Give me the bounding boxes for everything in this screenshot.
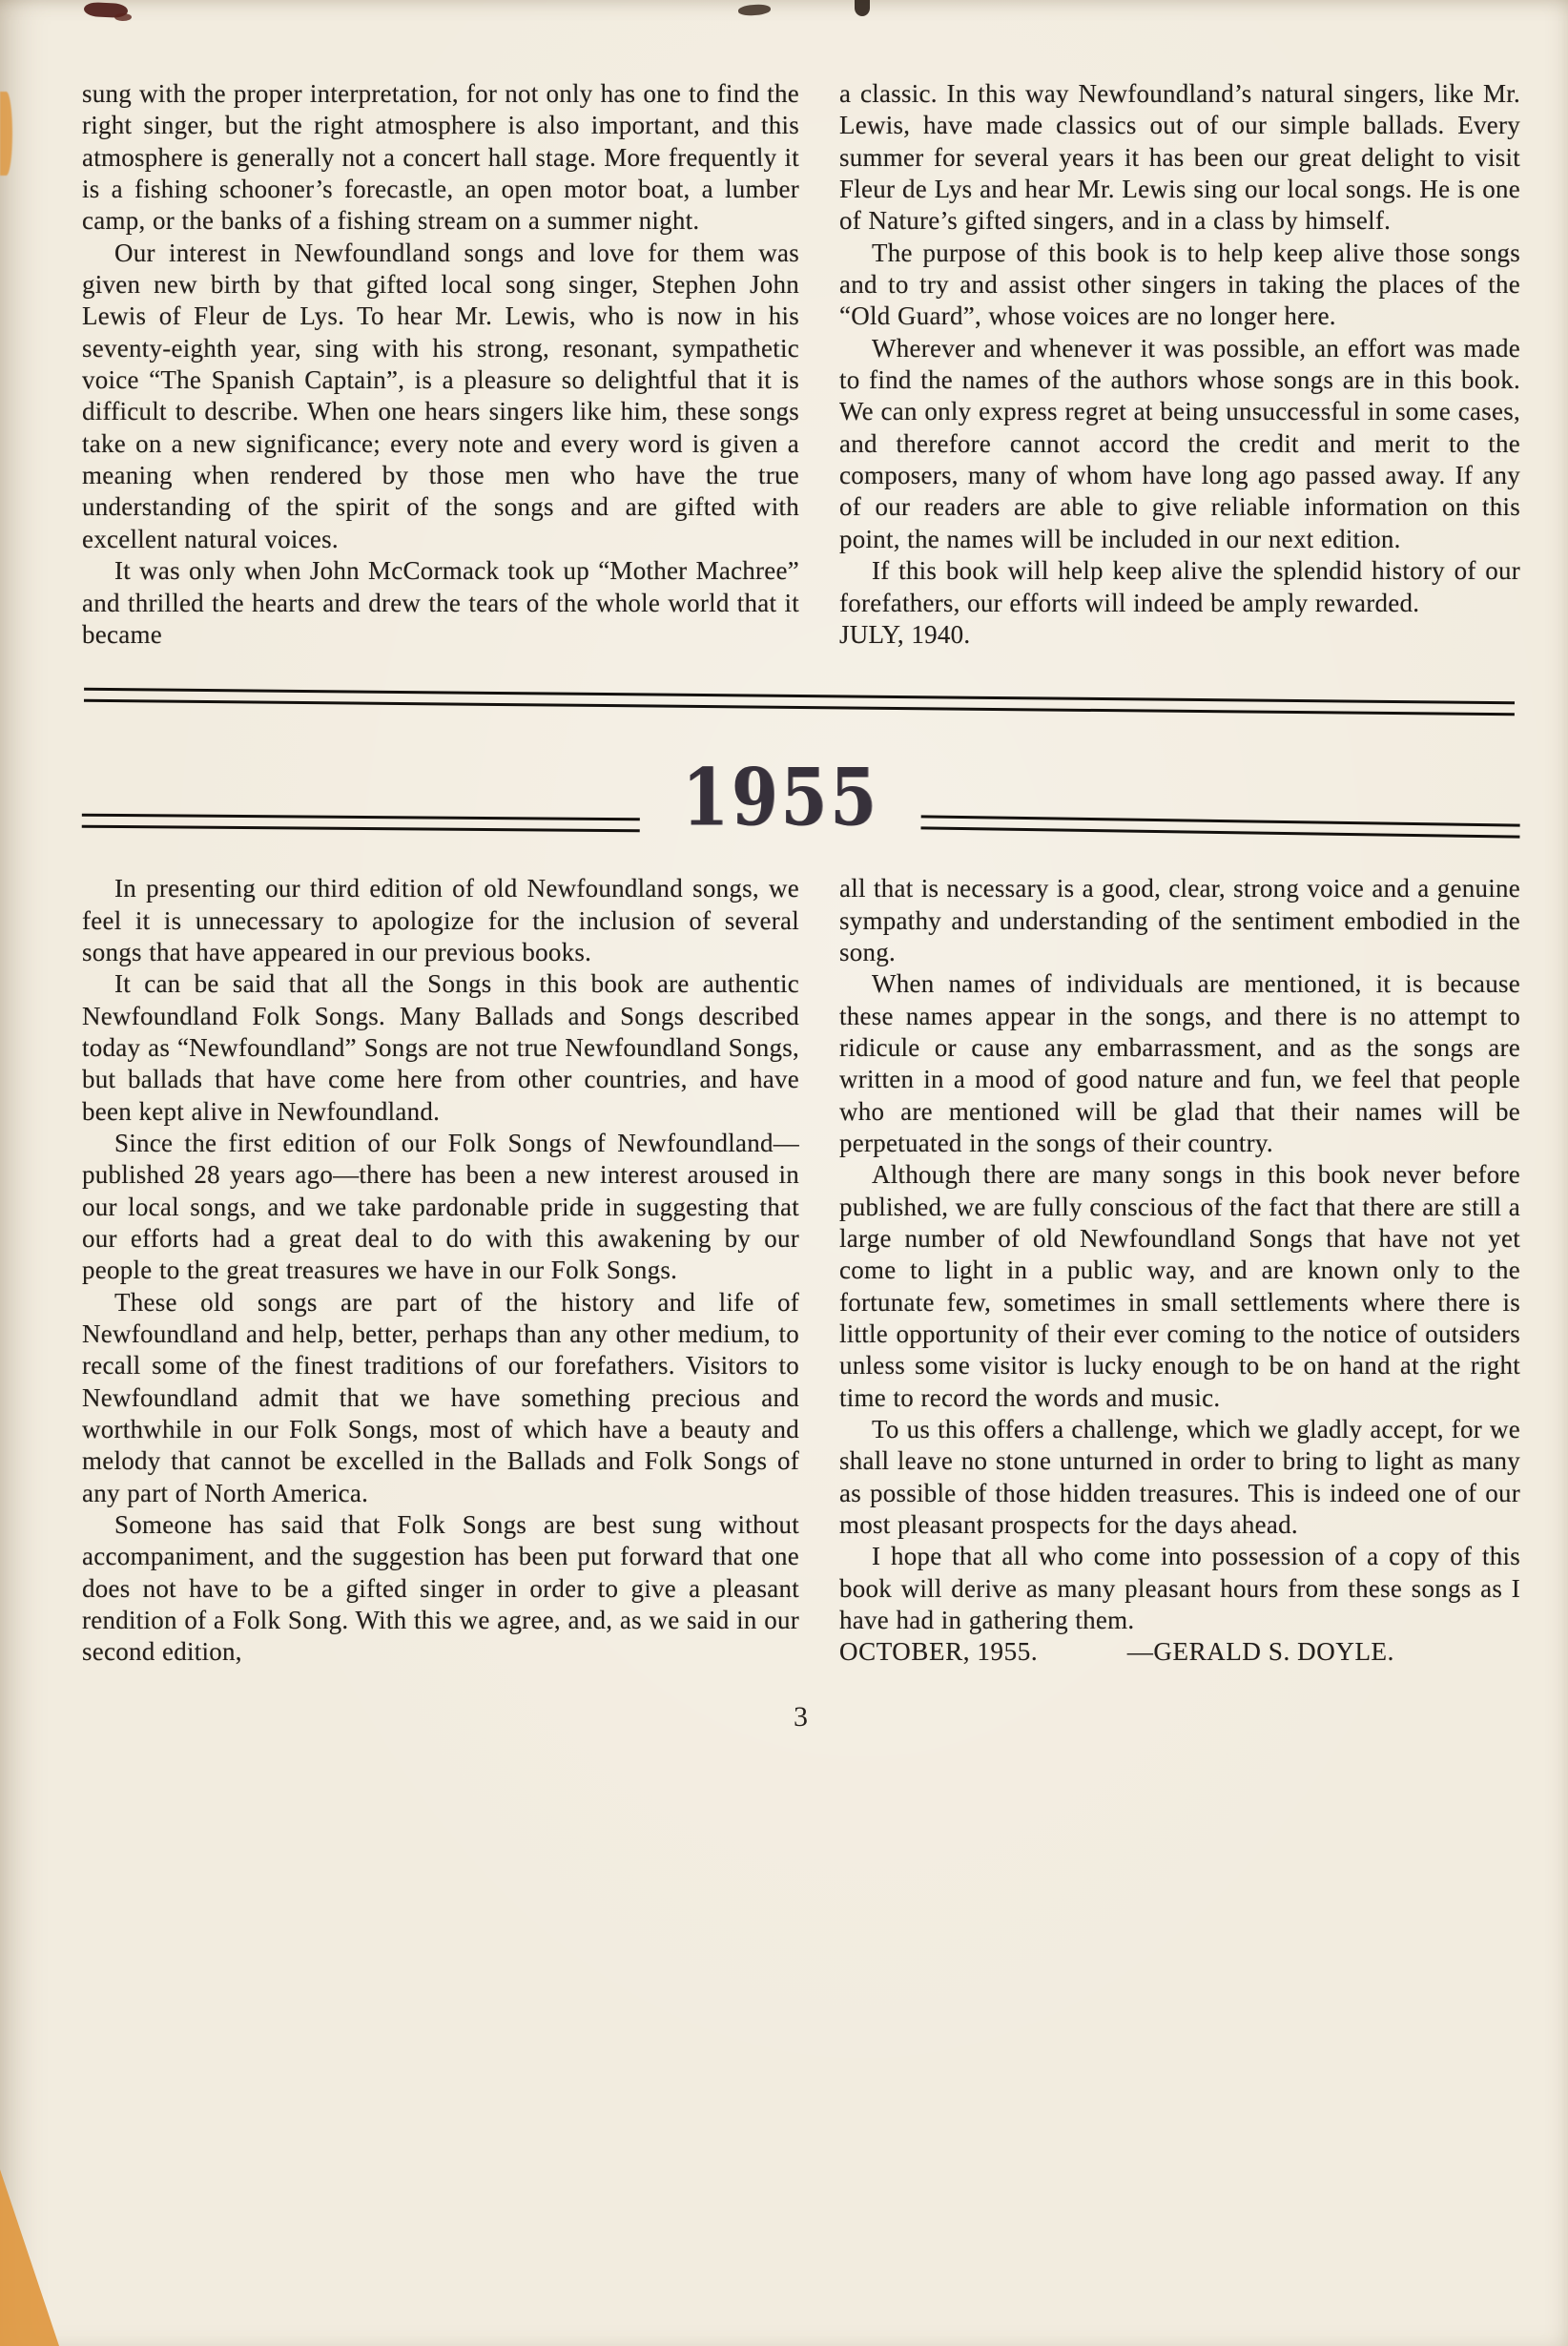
column-1940-right (839, 78, 1520, 651)
paragraph: sung with the proper interpretation, for not only has one to find the right singer, but the right atmosphere is also important, and this atmosphere is generally not a concert hall stage. More frequently it is a fishing schooner’s forecastle, an open motor boat, a lumber camp, or the banks of a fishing stream on a summer night. (82, 79, 799, 236)
signature-row (839, 1636, 1520, 1668)
page-number: 3 (794, 1700, 809, 1733)
paragraph: When names of individuals are mentioned, it is because these names appear in the songs, and there is no attempt to ridicule or cause any embarrassment, and as the songs are written in a mood of good nature and fun, we feel that people who are mentioned will be glad that their names will be perpetuated in the songs of their country. (839, 969, 1520, 1157)
paragraph: Since the first edition of our Folk Songs of Newfoundland—published 28 years ago—there has been a new interest aroused in our local songs, and we take pardonable pride in suggesting that our efforts had a great deal to do with this awakening by our people to the great treasures we have in our Folk Songs. (82, 1128, 799, 1285)
paragraph: I hope that all who come into possession of a copy of this book will derive as many pleasant hours from these songs as I have had in gathering them. (839, 1542, 1520, 1635)
column-1940-left (82, 78, 799, 651)
column-1955-right (839, 873, 1520, 1669)
section-1955 (82, 873, 1520, 1669)
paragraph: It can be said that all the Songs in this book are authentic Newfoundland Folk Songs. Many Ballads and Songs described today as “Newfoundland” Songs are not true Newfoundland Songs, but ballads that have come here from other countries, and have been kept alive in Newfoundland. (82, 969, 799, 1126)
page-edge-smudge (0, 92, 12, 176)
column-1940-right-text (839, 78, 1520, 619)
section-1940 (82, 78, 1520, 651)
paragraph: If this book will help keep alive the splendid history of our forefathers, our efforts will indeed be amply rewarded. (839, 556, 1520, 617)
year-header (82, 750, 1520, 844)
paragraph: To us this offers a challenge, which we gladly accept, for we shall leave no stone unturned in order to bring to light as many as possible of those hidden treasures. This is indeed one of our most pleasant prospects for the days ahead. (839, 1415, 1520, 1540)
page-corner-backing (0, 2170, 59, 2346)
author-signature: —GERALD S. DOYLE. (1126, 1637, 1394, 1667)
paragraph: Although there are many songs in this book never before published, we are fully conscious of the fact that there are still a large number of old Newfoundland Songs that have not yet come to light in a public way, and are known only to the fortunate few, sometimes in small settlements where there is little opportunity of their ever coming to the notice of outsiders unless some visitor is lucky enough to be on hand at the right time to record the words and music. (839, 1160, 1520, 1412)
paragraph: The purpose of this book is to help keep alive those songs and to try and assist other singers in taking the places of the “Old Guard”, whose voices are no longer here. (839, 238, 1520, 331)
paragraph: Our interest in Newfoundland songs and love for them was given new birth by that gifted local song singer, Stephen John Lewis of Fleur de Lys. To hear Mr. Lewis, who is now in his seventy-eighth year, sing with his strong, resonant, sympathetic voice “The Spanish Captain”, is a pleasure so delightful that it is difficult to describe. When one hears singers like him, these songs take on a new significance; every note and every word is given a meaning when rendered by those men who have the true understanding of the spirit of the songs and are gifted with excellent natural voices. (82, 238, 799, 553)
date-line-1940: JULY, 1940. (839, 619, 971, 649)
year-title: 1955 (682, 750, 879, 844)
paragraph: These old songs are part of the history and life of Newfoundland and help, better, perhaps than any other medium, to recall some of the finest traditions of our forefathers. Visitors to Newfoundland admit that we have something precious and worthwhile in our Folk Songs, most of which have a beauty and melody that cannot be excelled in the Ballads and Folk Songs of any part of North America. (82, 1287, 799, 1507)
scan-mark-top-right (855, 0, 870, 16)
paragraph: In presenting our third edition of old Newfoundland songs, we feel it is unnecessary to apologize for the inclusion of several songs that have appeared in our previous books. (82, 874, 799, 966)
scan-mark-top-center (738, 4, 772, 16)
scan-mark-top-left-2 (114, 13, 132, 21)
paragraph: Wherever and whenever it was possible, an effort was made to find the names of the authors whose songs are in this book. We can only express regret at being unsuccessful in some cases, and therefore cannot accord the credit and merit to the composers, many of whom have long ago passed away. If any of our readers are able to give reliable information on this point, the names will be included in our next edition. (839, 333, 1520, 553)
date-line-1955: OCTOBER, 1955. (839, 1637, 1039, 1667)
column-1955-left (82, 873, 799, 1669)
header-rule-right (920, 815, 1519, 838)
paragraph: Someone has said that Folk Songs are best sung without accompaniment, and the suggestion has been put forward that one does not have to be a gifted singer in order to give a pleasant rendition of a Folk Song. With this we agree, and, as we said in our second edition, (82, 1510, 799, 1667)
section-divider-rule (84, 688, 1515, 716)
paragraph: all that is necessary is a good, clear, strong voice and a genuine sympathy and understanding of the sentiment embodied in the song. (839, 874, 1520, 966)
paragraph: a classic. In this way Newfoundland’s natural singers, like Mr. Lewis, have made classics out of our simple ballads. Every summer for several years it has been our great delight to visit Fleur de Lys and hear Mr. Lewis sing our local songs. He is one of Nature’s gifted singers, and in a class by himself. (839, 79, 1520, 236)
paragraph: It was only when John McCormack took up “Mother Machree” and thrilled the hearts and drew the tears of the whole world that it became (82, 556, 799, 649)
column-1955-right-text (839, 873, 1520, 1636)
header-rule-left (82, 813, 640, 832)
